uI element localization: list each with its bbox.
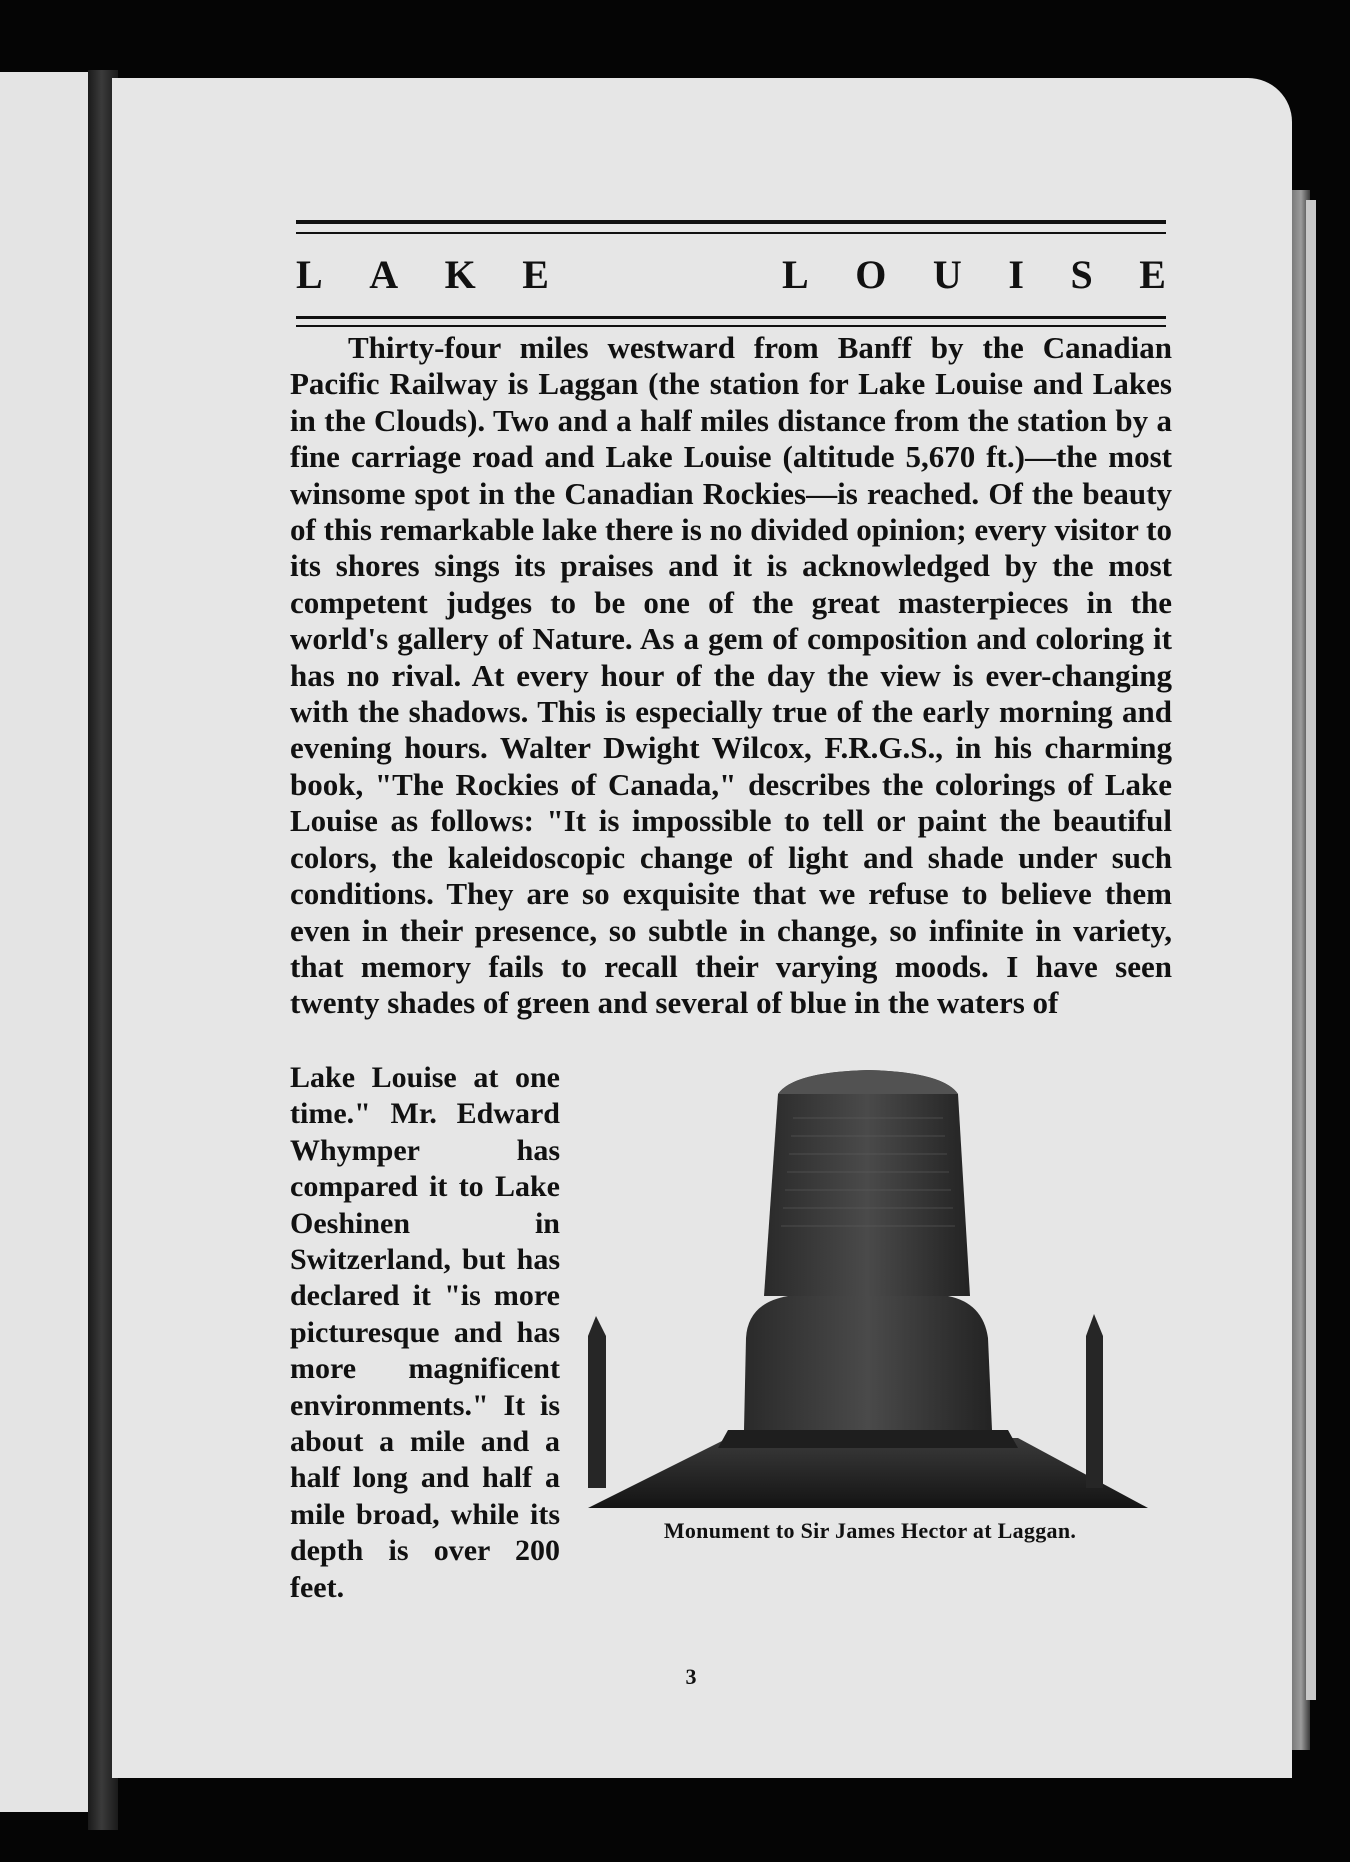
title-letter: I — [1008, 251, 1024, 297]
figure-caption: Monument to Sir James Hector at Laggan. — [663, 1518, 1077, 1543]
title-letter: A — [369, 251, 399, 297]
title-rule-top — [296, 220, 1166, 224]
body-paragraph: Thirty-four miles westward from Banff by the Canadian Pacific Railway is Laggan (the station for Lake Louise and Lakes in the Clouds). Two and a half miles distance from the station by a fine carriage road and Lake Louise (altitude 5,670 ft.)—the most winsome spot in the Canadian Rockies—is reached. Of the beauty of this remarkable lake there is no divided opinion; every visitor to its shores sings its praises and it is acknowledged by the most competent judges to be one of the great masterpieces in the world's gallery of Nature. As a gem of composition and coloring it has no rival. At every hour of the day the view is ever-changing with the shadows. This is especially true of the early morning and evening hours. Walter Dwight Wilcox, F.R.G.S., in his charming book, "The Rockies of Canada," describes the colorings of Lake Louise as follows: "It is impossible to tell or paint the beautiful colors, the kaleidoscopic change of light and shade under such conditions. They are so exquisite that we refuse to believe them even in their presence, so subtle in change, so infinite in variety, that memory fails to recall their varying moods. I have seen twenty shades of green and several of blue in the waters of — [290, 330, 1172, 1021]
title-letter: S — [1070, 251, 1093, 297]
title-letter: L — [296, 251, 323, 297]
page-number: 3 — [685, 1664, 697, 1689]
column-paragraph: Lake Louise at one time." Mr. Edward Whymper has compared it to Lake Oeshinen in Switzerland, but has declared it "is more picturesque and has more magnificent environments." It is about a mile and a half long and half a mile broad, while its depth is over 200 feet. — [290, 1061, 560, 1604]
title-letter: O — [855, 251, 887, 297]
title-letter: U — [932, 251, 962, 297]
title-letter: E — [1139, 251, 1166, 297]
title-rule-bottom-thin — [296, 325, 1166, 327]
page-stack-highlight — [1306, 200, 1316, 1700]
title-letter: E — [522, 251, 549, 297]
title-rule-top-thin — [296, 232, 1166, 234]
monument-photo — [578, 1068, 1156, 1518]
monument-illustration — [578, 1068, 1156, 1518]
facing-page-edge — [0, 72, 98, 1812]
title-letter: K — [444, 251, 476, 297]
page-content — [178, 144, 1178, 1744]
title-rule-bottom — [296, 316, 1166, 319]
page-title — [296, 240, 1166, 308]
title-letter: L — [782, 251, 809, 297]
